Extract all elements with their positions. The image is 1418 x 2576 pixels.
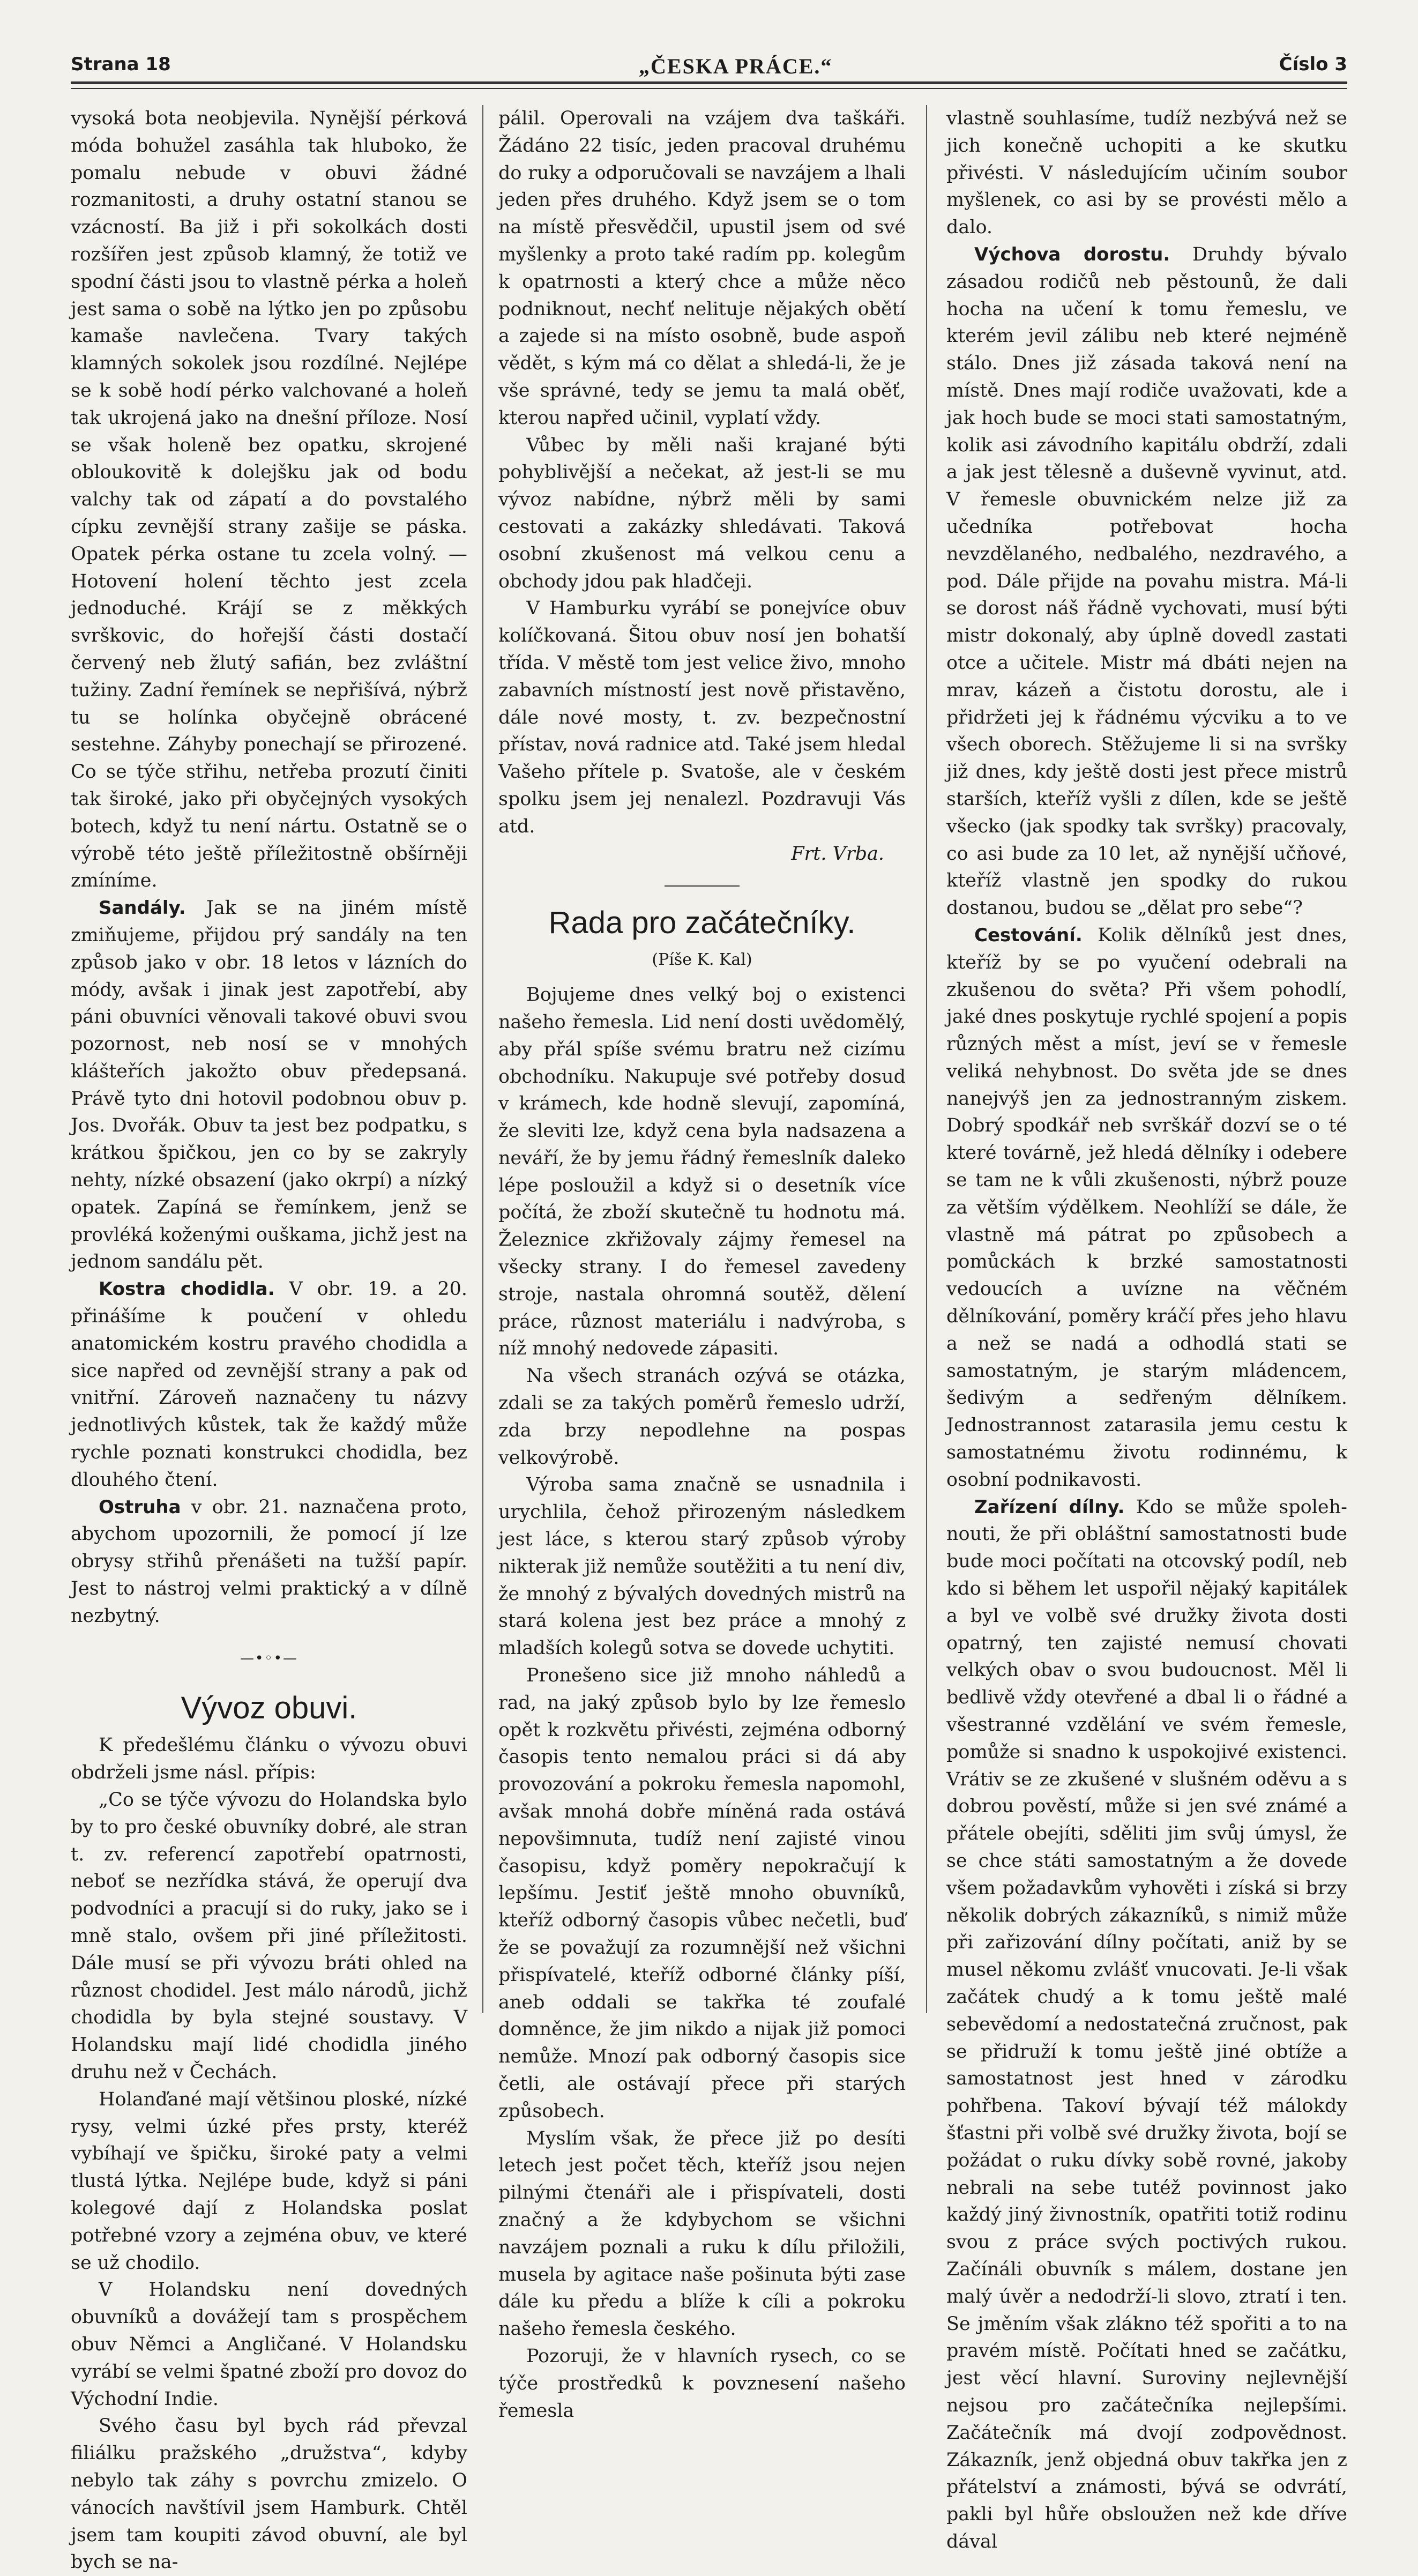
column-divider <box>926 105 927 2013</box>
publication-title: „ČESKA PRÁCE.“ <box>639 54 833 78</box>
byline: (Píše K. Kal) <box>652 950 752 970</box>
paragraph-text: Kdo se může spoleh-nouti, že při obláštní samostatnosti bude bude moci počítati na otcovský podíl, neb kdo si během let uspořil nějaký kapitálek a byl ve volbě své družky života dosti opatrný, ten zajisté nemusí chovati velkých obav o svou budoucnost. Měl li bedlivě vždy otevřené a dbal li o řádné a všestranné vzdělání ve svém řemesle, pomůže si snadno k uspokojivé existenci. Vrátiv se ze zkušené v slušném oděvu a s dobrou pověstí, může si jen své známé a přátele obejíti, sděliti jim svůj úmysl, že se chce státi samostatným a že dovede všem požadavkům vyhověti i získá si brzy několik dobrých zákazníků, s nimiž může při zařizování dílny počítati, aniž by se musel někomu zvlášť vnucovati. Je-li však začátek chudý a k tomu ještě malé sebevědomí a nedostatečná zručnost, pak se přidruží k tomu ještě jiné obtíže a samostatnost jest hned v zárodku pohřbena. Takoví bývají též málokdy šťastni při volbě své družky života, bojí se požádat o ruku dívky sobě rovné, jakoby nebrali na sebe tutéž povinnost jako každý jiný živnostník, opatřiti totiž rodinu svou z práce svých poctivých rukou. Začínáli obuvník s málem, dostane jen malý úvěr a nedodrží-li slovo, ztratí i ten. Se jměním však zlákno též spořiti a to na pravém místě. Počítati hned se začátku, jest věcí hlavní. Suroviny nejlevnější nejsou pro začátečníka nejlepšími. Začátečník má dvojí zodpovědnost. Zákazník, jenž objedná obuv takřka jen z přátelství a známosti, bývá se odvrátí, pakli byl hůře obsloužen než kde dříve dával <box>946 1496 1347 2552</box>
paragraph-zarizeni <box>946 1494 1347 2556</box>
paragraph: Na všech stranách ozývá se otázka, zdali se za takých poměrů řemeslo udrží, zda brzy nepodlehne na pospas velkovýrobě. <box>498 1365 906 1469</box>
section-lead: Sandály. <box>99 897 186 919</box>
paragraph: Bojujeme dnes velký boj o existenci našeho řemesla. Lid není dosti uvědomělý, aby přál spíše svému bratru než cizímu obchodníku. Nakupuje své potřeby dosud v krámech, kde hodně slevují, zapomíná, že sleviti lze, když cena byla nadsazena a neváří, že by jemu řádný řemeslník daleko lépe posloužil a když si o desetník více počítá, že zboží skutečně tu hodnotu má. Železnice zkřižovaly zájmy řemesel na všecky strany. I do řemesel zavedeny stroje, nastala ohromná soutěž, dělení práce, různost materiálu i nadvýroba, s níž mnohý nedovede zápasiti. <box>498 984 906 1360</box>
paragraph: V Holandsku není dovedných obuvníků a dovážejí tam s prospěchem obuv Němci a Angličané. V Holandsku vyrábí se velmi špatné zboží pro dovoz do Východní Indie. <box>71 2279 467 2410</box>
paragraph: Svého času byl bych rád převzal filiálku pražského „družstva“, kdyby nebylo tak záhy s povrchu zmizelo. O vánocích navštívil jsem Hamburk. Chtěl jsem tam koupiti závod obuvní, ale byl bych se na- <box>71 2415 467 2573</box>
page-number: Strana 18 <box>71 54 171 75</box>
paragraph-ostruha <box>71 1494 467 1630</box>
paragraph: Výroba sama značně se usnadnila i urychlila, čehož přirozeným následkem jest láce, s kterou starý způsob výroby nikterak již nemůže soutěžiti a tu není div, že mnohý z bývalých dovedných mistrů na stará kolena jest bez práce a mnohý z mladších kolegů sotva se dovede uchytiti. <box>498 1474 906 1659</box>
paragraph-vychova <box>946 241 1347 922</box>
paragraph: vlastně souhlasíme, tudíž nezbývá než se jich konečně uchopiti a ke skutku přivésti. V následujícím učiním soubor myšlenek, co asi by se provésti mělo a dalo. <box>946 108 1347 239</box>
paragraph: V Hamburku vyrábí se ponejvíce obuv kolíčkovaná. Šitou obuv nosí jen bohatší třída. V městě tom jest velice živo, mnoho zabavních místností jest nově přistavěno, dále nové mosty, t. zv. bezpečnostní přístav, nová radnice atd. Také jsem hledal Vašeho přítele p. Svatoše, ale v českém spolku jsem jej nenalezl. Pozdravuji Vás atd. <box>498 598 906 837</box>
paragraph: Pozoruji, že v hlavních rysech, co se týče prostředků k povznesení našeho řemesla <box>498 2345 906 2422</box>
paragraph: Pronešeno sice již mnoho náhledů a rad, na jaký způsob bylo by lze řemeslo opět k rozkvětu přivésti, zejména odborný časopis tento nemalou práci si dá aby provozování a pokroku řemesla napomohl, avšak mnohá dobře míněná rada ostává nepovšimnuta, tudíž není zajisté vinou časopisu, když poměry nepokračují k lepšímu. Jestiť ještě mnoho obuvníků, kteříž odborný časopis vůbec nečetli, buď že se považují za rozumnější než všichni přispívatelé, kteříž odborné články píší, aneb oddali se takřka té zoufalé domněnce, že jim nikdo a nijak již pomoci nemůže. Mnozí pak odborný časopis sice četli, ale ostávají přece při starých způsobech. <box>498 1665 906 2122</box>
column-3 <box>946 105 1347 2552</box>
paragraph-text: Druhdy bývalo zásadou rodičů neb pěstounů, že dali hocha na učení k tomu řemeslu, ve kterém jevil zálibu neb které nejméně stálo. Dnes již zásada taková není na místě. Dnes mají rodiče uvažovati, kde a jak hoch bude se moci stati samostatným, kolik asi závodního kapitálu obdrží, zdali a jak jest tělesně a duševně vyvinut, atd. V řemesle obuvnickém nelze již za učedníka potřebovat hocha nevzdělaného, nedbalého, nezdravého, a pod. Dále přijde na povahu mistra. Má-li se dorost náš řádně vychovati, musí býti mistr dokonalý, aby úplně dovedl zastati otce a učitele. Mistr má dbáti nejen na mrav, kázeň a čistotu dorostu, ale i přidržeti jej k řádnému výcviku a to ve všech oborech. Stěžujeme li si na svršky již dnes, kdy ještě dosti jest přece mistrů starších, kteříž vyšli z dílen, kde se ještě všecko (jak spodky tak svršky) pracovaly, co asi bude za 10 let, až nynější učňové, kteříž vlastně jen spodky do rukou dostanou, budou se „dělat pro sebe“? <box>946 243 1347 919</box>
paragraph: K předešlému článku o vývozu obuvi obdrželi jsme násl. přípis: <box>71 1734 467 1784</box>
section-lead: Výchova dorostu. <box>974 243 1170 265</box>
column-divider <box>482 105 483 2013</box>
paragraph-cestovani <box>946 922 1347 1494</box>
paragraph-text: Kolik dělníků jest dnes, kteříž by se po vyučení odebrali na zkušenou do světa? Při všem pohodlí, jaké dnes poskytuje rychlé spojení a popis různých měst a míst, jeví se v řemesle veliká nehybnost. Do světa jde se dnes nanejvýš jen za jednostranným ziskem. Dobrý spodkář neb svrškář dozví se o té které továrně, jež hledá dělníky i odebere se tam ne k vůli zkušenosti, nýbrž pouze za větším výdělkem. Neohlíží se dále, že vlastně má pátrat po způsobech a pomůckách k brzké samostatnosti vedoucích a uvízne na věčném dělníkování, poměry kráčí přes jeho hlavu a než se nadá a odhodlá stati se samostatným, je starým mládencem, šedivým a sedřeným dělníkem. Jednostrannost zatarasila jemu cestu k samostatnému životu rodinnému, k osobní podnikavosti. <box>946 924 1347 1491</box>
section-lead: Kostra chodidla. <box>99 1278 275 1300</box>
article-title: Vývoz obuvi. <box>181 1691 357 1726</box>
header-rule-thin <box>71 88 1347 89</box>
paragraph: pálil. Operovali na vzájem dva taškáři. Žádáno 22 tisíc, jeden pracoval druhému do ruky a odporučovali se navzájem a lhali jeden přes druhého. Když jsem se o tom na místě přesvědčil, upustil jsem od své myšlenky a proto také radím pp. kolegům k opatrnosti a který chce a může něco podniknout, nechť nelituje nějakých obětí a zajede si na místo osobně, bude aspoň vědět, s kým má co dělat a shledá-li, že je vše správné, tedy se jemu ta malá oběť, kterou napřed učinil, vyplatí vždy. <box>498 108 906 429</box>
paragraph-text: Jak se na jiném místě zmiňujeme, přijdou prý sandály na ten způsob jako v obr. 18 letos v lázních do módy, avšak i jinak jest zapotřebí, aby páni obuvníci věnovali takové obuvi svou pozornost, neb nosí se v mnohých klášteřích jakožto obuv předepsaná. Právě tyto dni hotovil podobnou obuv p. Jos. Dvořák. Obuv ta jest bez podpatku, s krátkou špičkou, jen co by se zakryly nehty, nízké obsazení (jako okrpí) a nízký opatek. Zapíná se řemínkem, jenž se provléká koženými ouškama, jichž jest na jednom sandálu pět. <box>71 897 467 1273</box>
paragraph-text: V obr. 19. a 20. přinášíme k poučení v ohledu anatomickém kostru pravého chodidla a sice napřed od zevnější strany a pak od vnitřní. Zároveň naznačeny tu názvy jednotlivých kůstek, tak že každý může rychle poznati konstrukci chodidla, bez dlouhého čtení. <box>71 1278 467 1491</box>
paragraph: Vůbec by měli naši krajané býti pohyblivější a nečekat, až jest-li se mu vývoz nabídne, nýbrž měli by sami cestovati a zakázky shledávati. Taková osobní zkušenost má velkou cenu a obchody jdou pak hladčeji. <box>498 434 906 592</box>
paragraph-kostra <box>71 1276 467 1493</box>
column-2 <box>498 105 906 2422</box>
paragraph: Holanďané mají většinou ploské, nízké rysy, velmi úzké přes prsty, kteréž vybíhají ve špičku, široké paty a velmi tlustá lýtka. Nejlépe bude, když si páni kolegové dají z Holandska poslat potřebné vzory a zejména obuv, ve které se už chodilo. <box>71 2088 467 2274</box>
page-header <box>71 54 1347 84</box>
paragraph-sandaly <box>71 895 467 1276</box>
article-title: Rada pro začátečníky. <box>548 905 856 941</box>
header-rule <box>71 81 1347 84</box>
ornament-divider: —•◦•— <box>240 1650 298 1666</box>
article-divider <box>665 885 740 887</box>
issue-number: Číslo 3 <box>1279 54 1347 75</box>
paragraph: Myslím však, že přece již po desíti letech jest počet těch, kteříž jsou nejen pilnými čtenáři ale i přispívateli, dosti značný a že kdybychom se všichni navzájem poznali a ruku k dílu přiložili, musela by agitace naše pošinuta býti zase dále ku předu a blíže k cíli a pokroku našeho řemesla českého. <box>498 2127 906 2340</box>
paragraph-text: v obr. 21. naznačena proto, abychom upozornili, že pomocí jí lze obrysy střihů přenášeti na tužší papír. Jest to nástroj velmi praktický a v dílně nezbytný. <box>71 1496 467 1627</box>
section-lead: Ostruha <box>99 1496 181 1518</box>
signature: Frt. Vrba. <box>791 843 884 865</box>
column-1 <box>71 105 467 2573</box>
section-lead: Cestování. <box>974 924 1083 946</box>
section-lead: Zařízení dílny. <box>974 1496 1125 1518</box>
paragraph: „Co se týče vývozu do Holandska bylo by to pro české obuvníky dobré, ale stran t. zv. referencí zapotřebí opatrnosti, neboť se nezřídka stává, že operují dva podvodníci a pracují si do ruky, jako se i mně stalo, ovšem při jiné příležitosti. Dále musí se při vývozu bráti ohled na různost chodidel. Jest málo národů, jichž chodidla by byla stejné soustavy. V Holandsku mají lidé chodidla jiného druhu než v Čechách. <box>71 1789 467 2083</box>
paragraph: vysoká bota neobjevila. Nynější pérková móda bohužel zasáhla tak hluboko, že pomalu nebude v obuvi žádné rozmanitosti, a druhy ostatní stanou se vzácností. Ba již i při sokolkách dosti rozšířen jest způsob klamný, že totiž ve spodní části jsou to vlastně pérka a holeň jest sama o sobě na lýtko jen po způsobu kamaše navlečena. Tvary takých klamných sokolek jsou rozdílné. Nejlépe se k sobě hodí pérko valchované a holeň tak ukrojená jako na dnešní příloze. Nosí se však holeně bez opatku, skrojené obloukovitě k dolejšku jak od bodu valchy tak od zápatí a do povstalého cípku zevnější strany zašije se páska. Opatek pérka ostane tu zcela volný. — Hotovení holení těchto jest zcela jednoduché. Krájí se z měkkých svrškovic, do hořejší části dostačí červený neb žlutý safián, bez zvláštní tužiny. Zadní řemínek se nepřišívá, nýbrž tu se holínka obyčejně obrácené sestehne. Záhyby ponechají se přirozené. Co se týče střihu, netřeba prozutí činiti tak široké, jako při obyčejných vysokých botech, když tu není nártu. Ostatně se o výrobě této ještě příležitostně obšírněji zmíníme. <box>71 108 467 892</box>
